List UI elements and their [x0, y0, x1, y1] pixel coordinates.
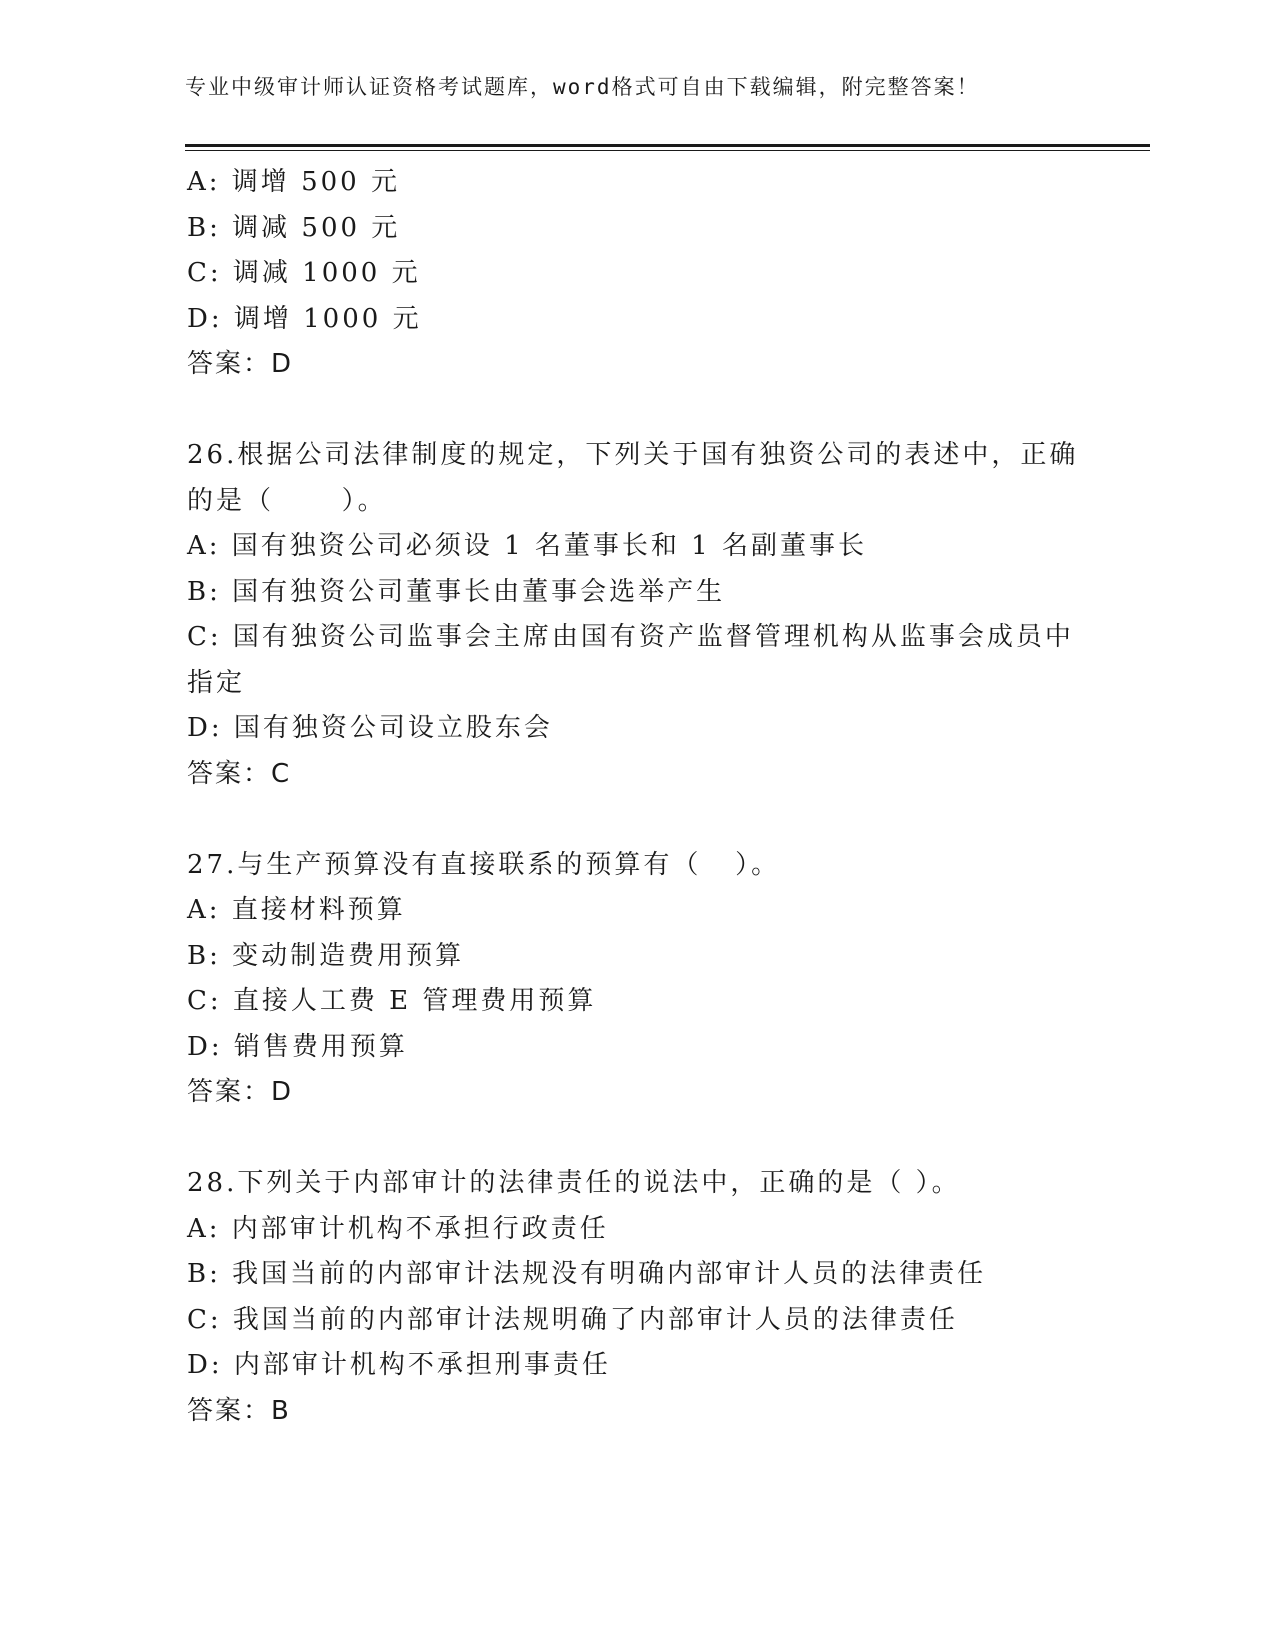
question-27 [187, 843, 1087, 1116]
option-d: D: 销售费用预算 [187, 1031, 408, 1062]
answer: 答案：C [187, 758, 292, 789]
option-b: B: 国有独资公司董事长由董事会选举产生 [187, 576, 726, 607]
option-d: D: 国有独资公司设立股东会 [187, 713, 553, 743]
option-b: B: 我国当前的内部审计法规没有明确内部审计人员的法律责任 [187, 1259, 987, 1289]
option-c-continued: 指定 [187, 667, 246, 698]
option-c: C: 直接人工费 E 管理费用预算 [187, 986, 597, 1016]
option-c: C: 我国当前的内部审计法规明确了内部审计人员的法律责任 [187, 1304, 958, 1335]
question-stem-continued: 的是（ ）。 [187, 485, 387, 516]
question-28 [187, 1161, 1087, 1434]
prev-question-block [187, 160, 1087, 388]
option-d: D: 调增 1000 元 [187, 303, 422, 334]
header-rule-thin [185, 150, 1150, 151]
option-a: A: 调增 500 元 [187, 167, 400, 197]
option-c: C: 调减 1000 元 [187, 258, 421, 288]
page-header: 专业中级审计师认证资格考试题库，word格式可自由下载编辑，附完整答案！ [185, 75, 980, 99]
answer: 答案：D [187, 349, 294, 379]
spacer [187, 797, 1087, 843]
header-rule-thick [185, 144, 1150, 147]
question-stem: 26.根据公司法律制度的规定，下列关于国有独资公司的表述中，正确 [187, 440, 1079, 470]
question-content [187, 160, 1087, 1434]
option-b: B: 调减 500 元 [187, 212, 401, 243]
question-stem: 27.与生产预算没有直接联系的预算有（ ）。 [187, 849, 781, 880]
question-stem: 28.下列关于内部审计的法律责任的说法中，正确的是（ ）。 [187, 1168, 961, 1198]
option-a: A: 内部审计机构不承担行政责任 [187, 1213, 609, 1244]
question-26 [187, 433, 1087, 797]
spacer [187, 1116, 1087, 1162]
option-c: C: 国有独资公司监事会主席由国有资产监督管理机构从监事会成员中 [187, 622, 1074, 652]
answer: 答案：D [187, 1077, 294, 1107]
answer: 答案：B [187, 1395, 291, 1426]
option-d: D: 内部审计机构不承担刑事责任 [187, 1350, 611, 1380]
option-a: A: 国有独资公司必须设 1 名董事长和 1 名副董事长 [187, 531, 867, 561]
option-b: B: 变动制造费用预算 [187, 940, 465, 971]
option-a: A: 直接材料预算 [187, 895, 406, 925]
spacer [187, 388, 1087, 434]
